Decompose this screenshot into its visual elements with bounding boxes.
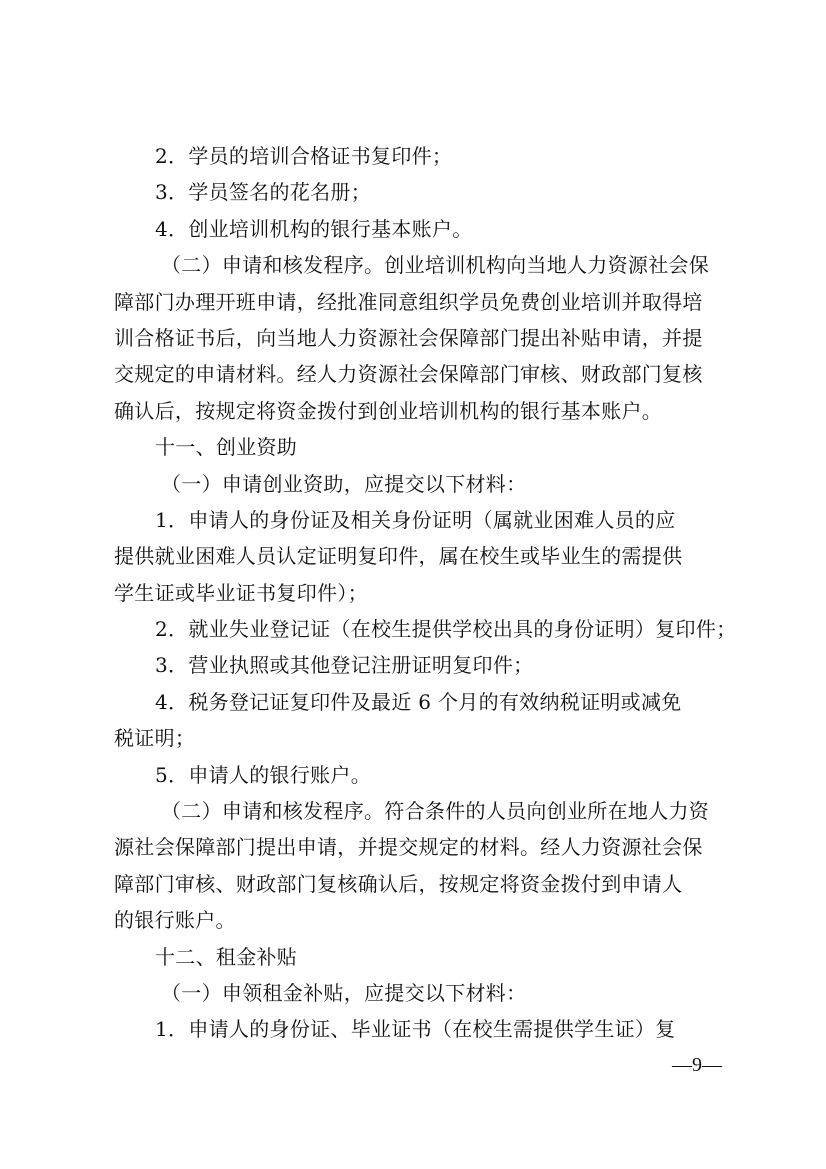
list-item: 3．营业执照或其他登记注册证明复印件； (155, 653, 534, 678)
page-number: —9— (672, 1054, 722, 1076)
list-item: 2．就业失业登记证（在校生提供学校出具的身份证明）复印件； (155, 617, 737, 642)
list-item: 3．学员签名的花名册； (155, 180, 372, 205)
paragraph-line: 提供就业困难人员认定证明复印件，属在校生或毕业生的需提供 (114, 544, 683, 569)
list-item: 4．税务登记证复印件及最近 6 个月的有效纳税证明或减免 (155, 689, 682, 714)
list-item: 1．申请人的身份证及相关身份证明（属就业困难人员的应 (155, 507, 676, 532)
paragraph-line: （一）申领租金补贴，应提交以下材料： (161, 980, 527, 1005)
paragraph-line: 障部门审核、财政部门复核确认后，按规定将资金拨付到申请人 (114, 871, 683, 896)
list-item: 2．学员的培训合格证书复印件； (155, 144, 453, 168)
paragraph-line: 确认后，按规定将资金拨付到创业培训机构的银行基本账户。 (114, 398, 663, 423)
paragraph-line: （二）申请和核发程序。符合条件的人员向创业所在地人力资 (161, 799, 710, 824)
section-heading: 十二、租金补贴 (155, 944, 298, 969)
list-item: 4．创业培训机构的银行基本账户。 (155, 216, 473, 241)
document-body (114, 138, 737, 1048)
paragraph-line: 的银行账户。 (114, 908, 236, 933)
paragraph-line: 税证明； (114, 726, 196, 751)
paragraph-line: 障部门办理开班申请，经批准同意组织学员免费创业培训并取得培 (114, 289, 703, 314)
paragraph-line: （一）申请创业资助，应提交以下材料： (161, 471, 527, 496)
paragraph-line: 交规定的申请材料。经人力资源社会保障部门审核、财政部门复核 (114, 362, 703, 387)
paragraph-line: 训合格证书后，向当地人力资源社会保障部门提出补贴申请，并提 (114, 325, 703, 350)
list-item: 1．申请人的身份证、毕业证书（在校生需提供学生证）复 (155, 1017, 676, 1042)
paragraph-line: 学生证或毕业证书复印件）； (114, 580, 368, 605)
paragraph-line: 源社会保障部门提出申请，并提交规定的材料。经人力资源社会保 (114, 835, 703, 860)
paragraph-line: （二）申请和核发程序。创业培训机构向当地人力资源社会保 (161, 253, 710, 278)
list-item: 5．申请人的银行账户。 (155, 762, 372, 787)
section-heading: 十一、创业资助 (155, 435, 298, 460)
